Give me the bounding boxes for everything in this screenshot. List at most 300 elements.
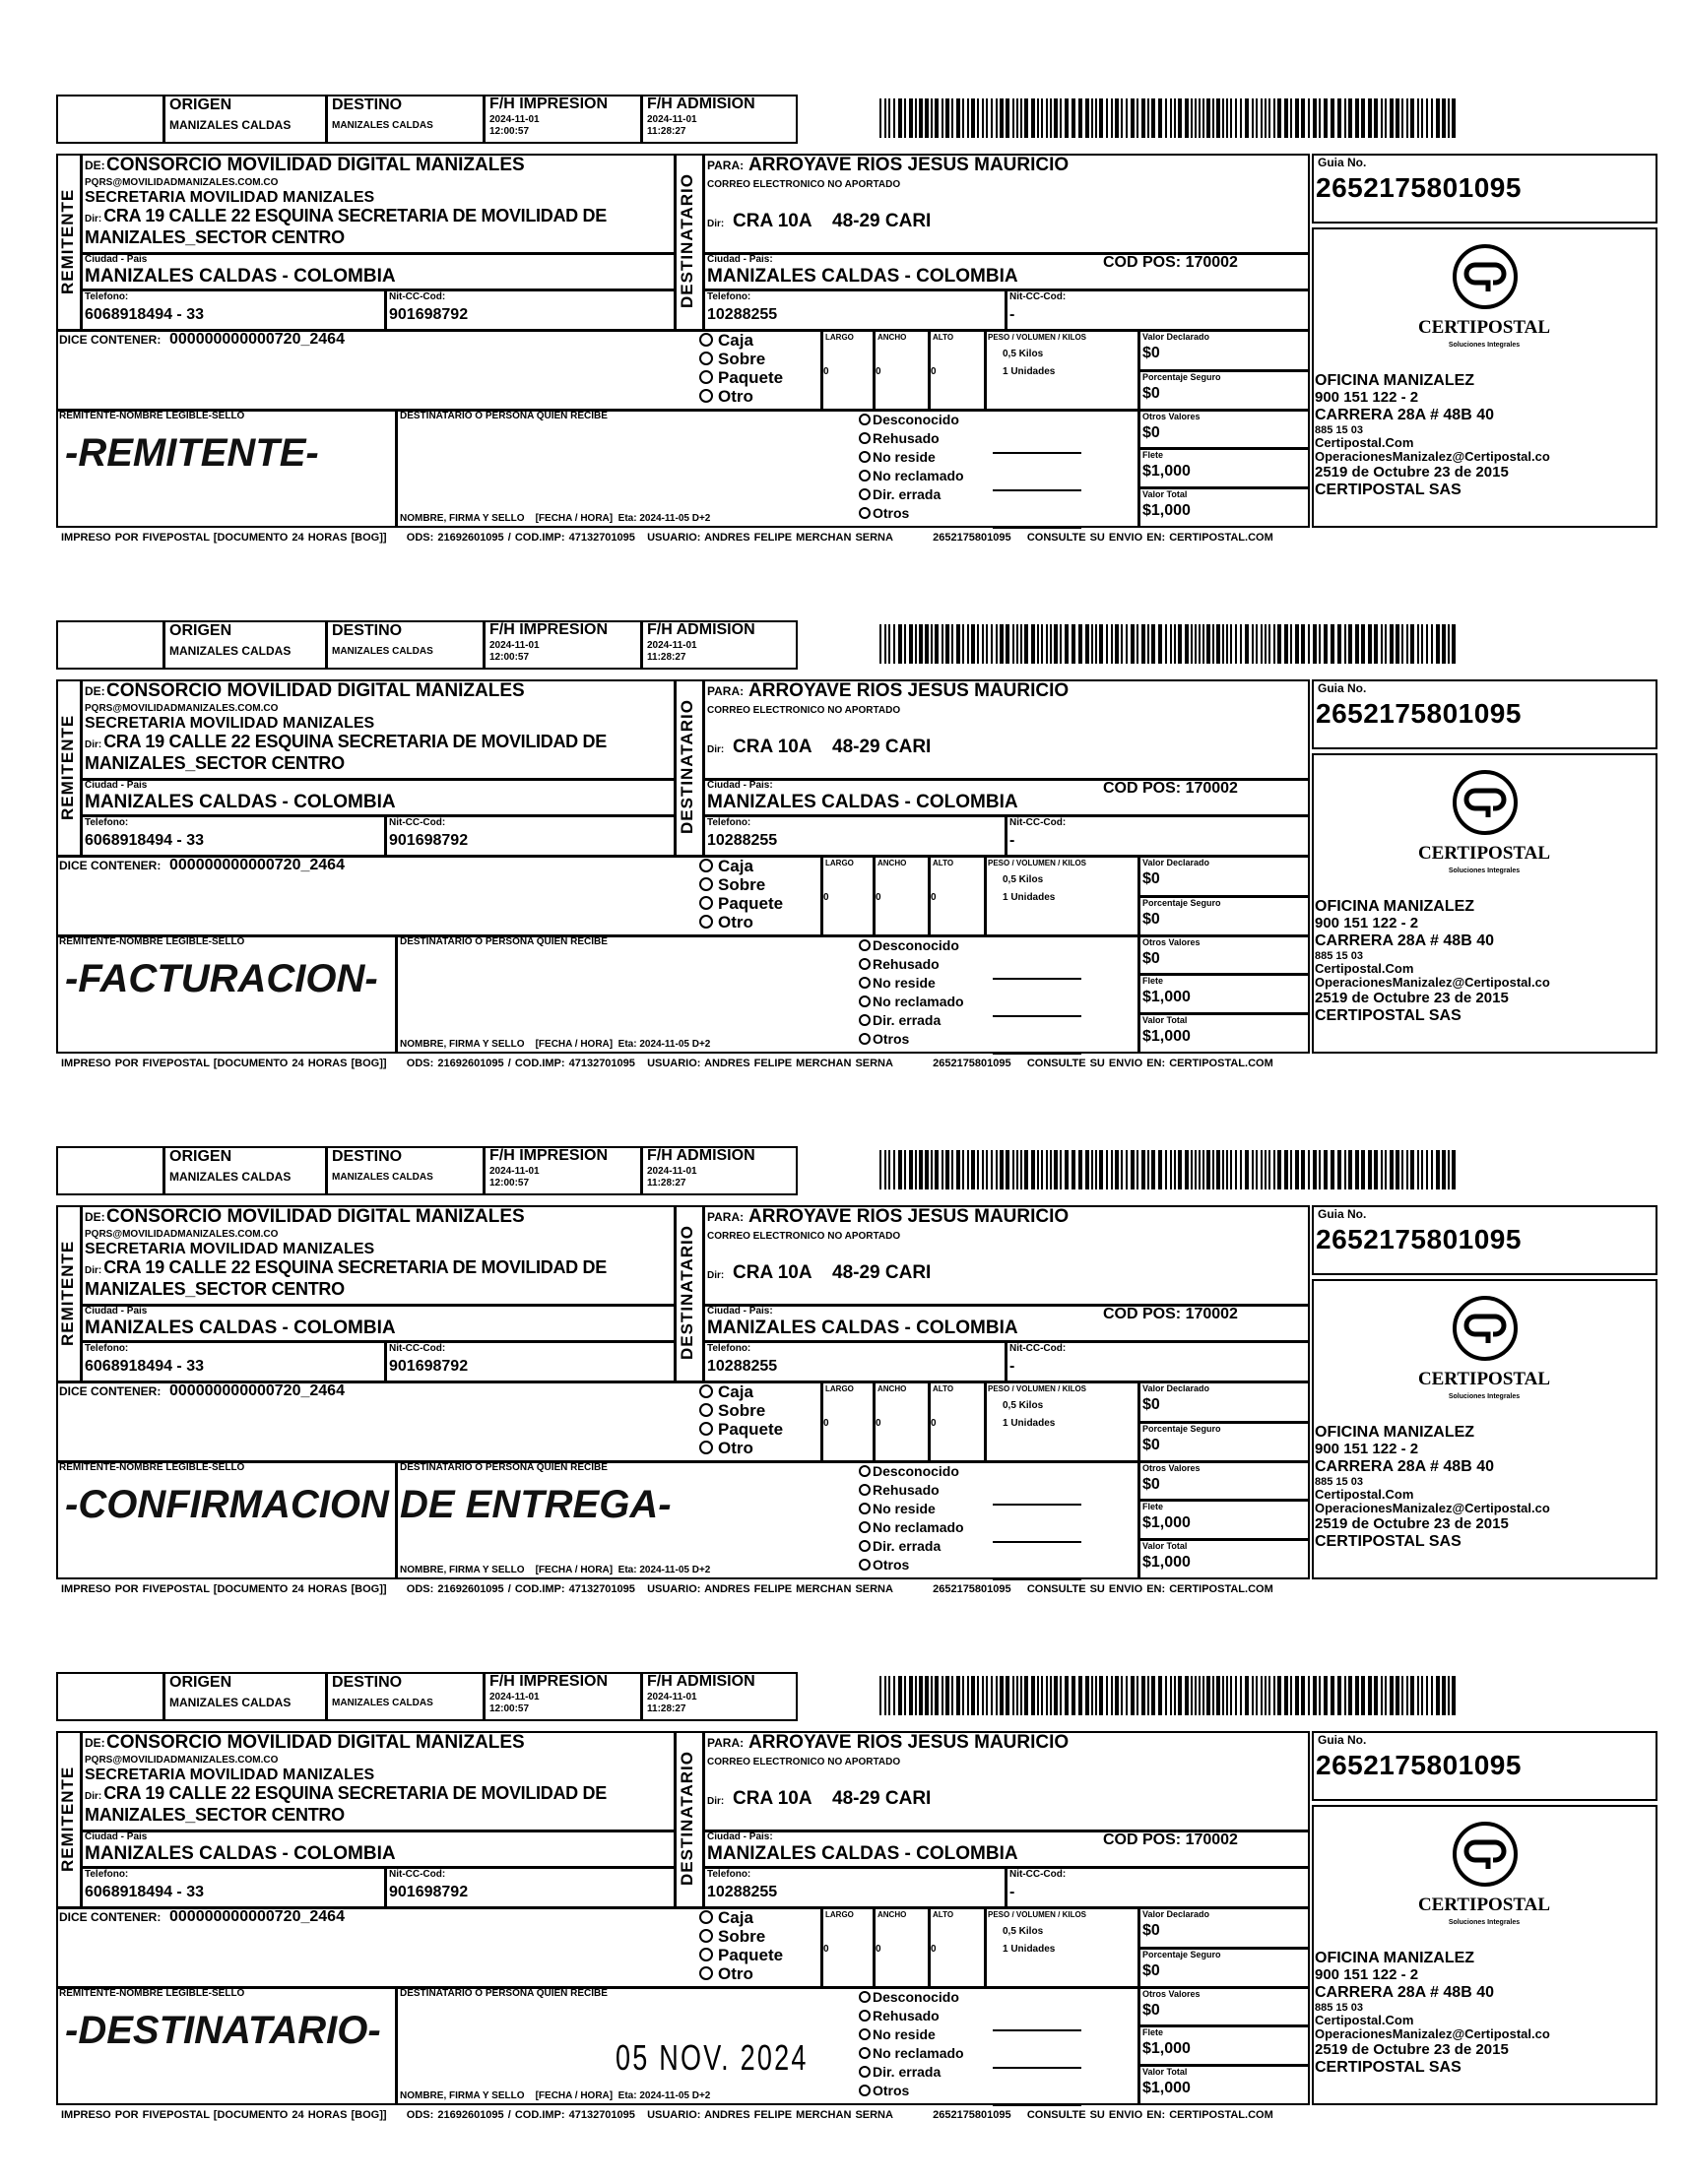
barcode-bar xyxy=(1436,1676,1440,1715)
flete-label: Flete xyxy=(1142,1502,1164,1511)
brand-name: CERTIPOSTAL xyxy=(1417,1895,1551,1915)
barcode-bar xyxy=(1111,1150,1113,1189)
barcode-bar xyxy=(935,624,939,664)
barcode-bar xyxy=(1368,98,1372,138)
barcode-bar xyxy=(1091,98,1093,138)
recipient-nit: - xyxy=(1009,832,1015,849)
delivery-status-radio[interactable]: Desconocido xyxy=(859,411,964,429)
barcode-bar xyxy=(1060,98,1062,138)
delivery-status-radio[interactable]: Otros xyxy=(859,504,964,523)
barcode-bar xyxy=(1268,624,1270,664)
total-value: $1,000 xyxy=(1142,1028,1191,1045)
recipient-phone: 10288255 xyxy=(707,1358,778,1375)
barcode-bar xyxy=(967,1676,969,1715)
impresion-label: F/H IMPRESION xyxy=(489,1147,609,1164)
admision-time: 11:28:27 xyxy=(647,1703,686,1714)
copy-watermark: -CONFIRMACION DE ENTREGA- xyxy=(65,1483,672,1526)
barcode-bar xyxy=(977,624,979,664)
porcentaje-label: Porcentaje Seguro xyxy=(1142,1424,1221,1434)
delivery-status-radio[interactable]: Rehusado xyxy=(859,429,964,448)
recibe-label: DESTINATARIO O PERSONA QUIEN RECIBE xyxy=(400,936,608,947)
package-type-radio[interactable]: Otro xyxy=(699,913,783,931)
barcode-bar xyxy=(1046,1676,1048,1715)
barcode-bar xyxy=(1006,98,1009,138)
alto-label: ALTO xyxy=(933,859,954,867)
divider xyxy=(1005,1340,1007,1381)
barcode-bar xyxy=(1452,1150,1456,1189)
sender-address-block xyxy=(85,207,671,247)
package-type-radio[interactable]: Sobre xyxy=(699,1927,783,1946)
office-line: OFICINA MANIZALEZ xyxy=(1315,1424,1475,1441)
barcode-bar xyxy=(1284,1150,1288,1189)
recipient-phone: 10288255 xyxy=(707,1884,778,1900)
blank-line xyxy=(993,2029,1081,2031)
barcode-bar xyxy=(1348,98,1352,138)
largo-label: LARGO xyxy=(825,333,854,342)
barcode-bar xyxy=(1230,98,1232,138)
postal-code: COD POS: 170002 xyxy=(1103,780,1238,797)
sello-label: REMITENTE-NOMBRE LEGIBLE-SELLO xyxy=(59,936,245,947)
brand-tagline: Soluciones Integrales xyxy=(1448,1919,1521,1926)
barcode-bar xyxy=(1065,624,1069,664)
guide-copy xyxy=(0,620,1689,1083)
peso-label: PESO / VOLUMEN / KILOS xyxy=(988,859,1087,867)
barcode-bar xyxy=(1037,98,1039,138)
barcode-bar xyxy=(1078,1676,1082,1715)
office-line: OFICINA MANIZALEZ xyxy=(1315,372,1475,389)
delivery-status-radio[interactable]: No reclamado xyxy=(859,993,964,1011)
barcode-bar xyxy=(1401,624,1403,664)
barcode-bar xyxy=(1202,1676,1204,1715)
sender-name: CONSORCIO MOVILIDAD DIGITAL MANIZALES xyxy=(106,155,525,175)
barcode-bar xyxy=(1158,98,1162,138)
barcode-bar xyxy=(1436,1150,1440,1189)
office-info xyxy=(1315,1424,1550,1551)
divider xyxy=(384,289,387,329)
barcode xyxy=(879,624,1456,664)
destinatario-label: DESTINATARIO xyxy=(678,173,696,309)
total-label: Valor Total xyxy=(1142,2067,1188,2077)
origen-value: MANIZALES CALDAS xyxy=(169,644,292,658)
dice-value: 000000000000720_2464 xyxy=(169,331,345,348)
flete-value: $1,000 xyxy=(1142,463,1191,480)
office-info xyxy=(1315,898,1550,1025)
barcode-bar xyxy=(1147,624,1149,664)
para-label: PARA: xyxy=(707,159,745,172)
barcode-bar xyxy=(1195,1150,1197,1189)
barcode-bar xyxy=(884,98,886,138)
barcode-bar xyxy=(1158,624,1162,664)
porcentaje-label: Porcentaje Seguro xyxy=(1142,1950,1221,1959)
barcode-bar xyxy=(1216,1150,1220,1189)
barcode-bar xyxy=(1060,624,1062,664)
copy-watermark: -REMITENTE- xyxy=(65,431,319,475)
brand-tagline: Soluciones Integrales xyxy=(1448,342,1521,349)
origen-value: MANIZALES CALDAS xyxy=(169,1696,292,1709)
delivery-status-radio[interactable]: No reclamado xyxy=(859,1518,964,1537)
barcode-bar xyxy=(1436,624,1440,664)
divider xyxy=(1137,447,1310,450)
barcode-bar xyxy=(1337,1676,1341,1715)
barcode-bar xyxy=(1216,98,1220,138)
barcode-bar xyxy=(1355,1150,1359,1189)
office-line: CERTIPOSTAL SAS xyxy=(1315,1006,1462,1024)
barcode-bar xyxy=(1374,624,1378,664)
barcode-bar xyxy=(1170,1150,1172,1189)
barcode-bar xyxy=(996,624,998,664)
delivery-status-radio[interactable]: Dir. errada xyxy=(859,1537,964,1556)
blank-line xyxy=(993,1053,1081,1055)
valor-declarado: $0 xyxy=(1142,1396,1160,1413)
origen-label: ORIGEN xyxy=(169,1148,232,1165)
barcode-bar xyxy=(904,1676,906,1715)
barcode-bar xyxy=(1206,1150,1210,1189)
barcode-bar xyxy=(931,98,933,138)
blank-line xyxy=(993,1541,1081,1543)
divider xyxy=(984,1381,987,1460)
barcode-bar xyxy=(1406,624,1408,664)
barcode-bar xyxy=(1324,1676,1328,1715)
barcode-bar xyxy=(1301,1676,1305,1715)
origen-value: MANIZALES CALDAS xyxy=(169,118,292,132)
barcode-bar xyxy=(915,1150,917,1189)
barcode-bar xyxy=(1111,624,1113,664)
divider xyxy=(702,1205,705,1381)
barcode-bar xyxy=(1295,1150,1299,1189)
nit-label: Nit-CC-Cod: xyxy=(389,1869,446,1880)
barcode-bar xyxy=(1147,98,1149,138)
barcode-bar xyxy=(1212,1150,1214,1189)
barcode-bar xyxy=(915,624,917,664)
barcode-bar xyxy=(986,98,988,138)
barcode-bar xyxy=(1268,1676,1270,1715)
impresion-time: 12:00:57 xyxy=(489,1703,530,1714)
admision-date: 2024-11-01 xyxy=(647,1166,697,1177)
barcode-bar xyxy=(1245,1676,1249,1715)
date-stamp: 05 NOV. 2024 xyxy=(616,2037,809,2078)
package-type-radio[interactable]: Paquete xyxy=(699,1420,783,1439)
barcode-bar xyxy=(1024,98,1028,138)
otros-label: Otros Valores xyxy=(1142,937,1201,947)
package-type-radio[interactable]: Caja xyxy=(699,1908,783,1927)
barcode-bar xyxy=(888,624,890,664)
barcode-bar xyxy=(1131,624,1135,664)
package-type-radio[interactable]: Paquete xyxy=(699,1946,783,1964)
ciudad-label: Ciudad - Pais: xyxy=(707,1831,773,1842)
barcode-bar xyxy=(1385,1150,1387,1189)
barcode-bar xyxy=(951,1150,953,1189)
recipient-name: ARROYAVE RIOS JESUS MAURICIO xyxy=(748,1206,1070,1227)
office-line: CARRERA 28A # 48B 40 xyxy=(1315,1457,1494,1475)
barcode-bar xyxy=(1137,1150,1138,1189)
barcode-bar xyxy=(1165,1150,1167,1189)
barcode-bar xyxy=(1031,1676,1035,1715)
barcode-bar xyxy=(1319,624,1321,664)
otros-value: $0 xyxy=(1142,950,1160,967)
para-label: PARA: xyxy=(707,1736,745,1750)
recipient-address: CRA 10A 48-29 CARI xyxy=(733,1262,932,1283)
delivery-status-radio[interactable]: Otros xyxy=(859,1030,964,1049)
barcode-bar xyxy=(1115,1150,1119,1189)
barcode-bar xyxy=(1206,98,1210,138)
package-type-radio[interactable]: Paquete xyxy=(699,368,783,387)
total-value: $1,000 xyxy=(1142,502,1191,519)
sender-address-block xyxy=(85,1258,671,1299)
dir-label: Dir: xyxy=(85,214,102,225)
barcode-bar xyxy=(986,1676,988,1715)
ciudad-label: Ciudad - Pais xyxy=(85,1306,148,1317)
alto-value: 0 xyxy=(931,1418,937,1429)
package-type-radio[interactable]: Sobre xyxy=(699,1401,783,1420)
total-label: Valor Total xyxy=(1142,1015,1188,1025)
barcode-bar xyxy=(1121,98,1123,138)
barcode-bar xyxy=(1141,1150,1145,1189)
barcode-bar xyxy=(884,624,886,664)
package-type-radio[interactable]: Caja xyxy=(699,857,783,875)
divider xyxy=(1137,1986,1140,2105)
delivery-status-group xyxy=(859,1988,964,2100)
barcode-bar xyxy=(977,1150,979,1189)
barcode-bar xyxy=(1199,624,1201,664)
barcode-bar xyxy=(925,1150,929,1189)
delivery-status-radio[interactable]: Rehusado xyxy=(859,1481,964,1500)
barcode-bar xyxy=(898,1676,902,1715)
barcode-bar xyxy=(925,624,929,664)
barcode-bar xyxy=(1046,1150,1048,1189)
sender-org: SECRETARIA MOVILIDAD MANIZALES xyxy=(85,1766,375,1783)
barcode-bar xyxy=(931,1150,933,1189)
alto-label: ALTO xyxy=(933,1910,954,1919)
recipient-nit: - xyxy=(1009,306,1015,323)
barcode-bar xyxy=(1121,624,1123,664)
recipient-city: MANIZALES CALDAS - COLOMBIA xyxy=(707,266,1018,287)
total-value: $1,000 xyxy=(1142,1554,1191,1571)
divider xyxy=(702,679,705,855)
delivery-status-radio[interactable]: No reclamado xyxy=(859,467,964,485)
porcentaje-value: $0 xyxy=(1142,911,1160,928)
barcode-bar xyxy=(919,1150,923,1189)
barcode-bar xyxy=(956,1150,960,1189)
barcode-bar xyxy=(1324,624,1328,664)
barcode-bar xyxy=(962,98,964,138)
delivery-status-radio[interactable]: Otros xyxy=(859,2082,964,2100)
office-line: 885 15 03 xyxy=(1315,423,1363,436)
copy-watermark: -FACTURACION- xyxy=(65,957,378,1000)
barcode-bar xyxy=(1324,1150,1328,1189)
barcode-bar xyxy=(1252,1150,1254,1189)
impresion-date: 2024-11-01 xyxy=(489,640,540,651)
barcode-bar xyxy=(1252,1676,1254,1715)
barcode-bar xyxy=(967,98,969,138)
postal-code: COD POS: 170002 xyxy=(1103,1831,1238,1848)
office-line: 900 151 122 - 2 xyxy=(1315,1440,1419,1457)
barcode-bar xyxy=(1126,1676,1128,1715)
telefono-label: Telefono: xyxy=(707,1869,751,1880)
barcode-bar xyxy=(1421,1150,1423,1189)
barcode-bar xyxy=(1212,1676,1214,1715)
barcode-bar xyxy=(1252,624,1254,664)
barcode-bar xyxy=(991,98,993,138)
barcode-bar xyxy=(1431,98,1433,138)
delivery-status-radio[interactable]: Desconocido xyxy=(859,1988,964,2007)
barcode-bar xyxy=(996,98,998,138)
recipient-name: ARROYAVE RIOS JESUS MAURICIO xyxy=(748,155,1070,175)
barcode-bar xyxy=(1355,624,1359,664)
delivery-status-radio[interactable]: Desconocido xyxy=(859,936,964,955)
barcode-bar xyxy=(1361,98,1365,138)
barcode-bar xyxy=(1426,1150,1428,1189)
package-type-radio[interactable]: Caja xyxy=(699,331,783,350)
nit-label: Nit-CC-Cod: xyxy=(1009,291,1067,302)
delivery-status-radio[interactable]: No reside xyxy=(859,2025,964,2044)
blank-line xyxy=(993,2104,1081,2106)
package-type-radio[interactable]: Sobre xyxy=(699,350,783,368)
barcode-bar xyxy=(1095,1150,1097,1189)
recipient-name: ARROYAVE RIOS JESUS MAURICIO xyxy=(748,1732,1070,1753)
delivery-status-radio[interactable]: No reside xyxy=(859,974,964,993)
barcode-bar xyxy=(1216,624,1220,664)
remitente-label: REMITENTE xyxy=(58,188,77,294)
barcode-bar xyxy=(1355,1676,1359,1715)
barcode-bar xyxy=(967,624,969,664)
barcode-bar xyxy=(1050,98,1052,138)
barcode-bar xyxy=(1344,98,1346,138)
de-label: DE: xyxy=(85,159,105,172)
office-line: CARRERA 28A # 48B 40 xyxy=(1315,406,1494,423)
barcode-bar xyxy=(1099,98,1103,138)
barcode-bar xyxy=(945,98,949,138)
barcode-bar xyxy=(1012,98,1014,138)
barcode-bar xyxy=(986,624,988,664)
barcode-bar xyxy=(982,1676,984,1715)
dice-value: 000000000000720_2464 xyxy=(169,857,345,873)
barcode-bar xyxy=(1374,1150,1378,1189)
barcode-bar xyxy=(1060,1150,1062,1189)
barcode-bar xyxy=(1111,98,1113,138)
barcode-bar xyxy=(1111,1676,1113,1715)
barcode-bar xyxy=(1240,624,1242,664)
barcode-bar xyxy=(1178,1676,1182,1715)
alto-label: ALTO xyxy=(933,1384,954,1393)
otros-label: Otros Valores xyxy=(1142,1989,1201,1999)
delivery-status-radio[interactable]: Rehusado xyxy=(859,955,964,974)
porcentaje-label: Porcentaje Seguro xyxy=(1142,372,1221,382)
package-type-radio[interactable]: Sobre xyxy=(699,875,783,894)
divider xyxy=(674,679,677,855)
sender-city: MANIZALES CALDAS - COLOMBIA xyxy=(85,1317,396,1338)
barcode-bar xyxy=(1151,98,1155,138)
guia-label: Guia No. xyxy=(1318,1733,1367,1747)
barcode-bar xyxy=(1313,1676,1317,1715)
office-line: 2519 de Octubre 23 de 2015 xyxy=(1315,990,1509,1007)
valor-declarado-label: Valor Declarado xyxy=(1142,1909,1210,1919)
delivery-status-radio[interactable]: Dir. errada xyxy=(859,1011,964,1030)
barcode-bar xyxy=(1006,1676,1009,1715)
dice-label: DICE CONTENER: xyxy=(59,859,162,872)
barcode-bar xyxy=(1290,1676,1292,1715)
barcode-bar xyxy=(1024,624,1028,664)
delivery-status-radio[interactable]: Desconocido xyxy=(859,1462,964,1481)
delivery-status-radio[interactable]: No reclamado xyxy=(859,2044,964,2063)
recipient-city: MANIZALES CALDAS - COLOMBIA xyxy=(707,1317,1018,1338)
barcode-bar xyxy=(1331,98,1334,138)
barcode-bar xyxy=(1268,98,1270,138)
delivery-status-radio[interactable]: No reside xyxy=(859,1500,964,1518)
impresion-label: F/H IMPRESION xyxy=(489,621,609,638)
largo-value: 0 xyxy=(823,1418,829,1429)
barcode-bar xyxy=(884,1676,886,1715)
package-type-radio[interactable]: Caja xyxy=(699,1382,783,1401)
delivery-status-radio[interactable]: Dir. errada xyxy=(859,2063,964,2082)
admision-date: 2024-11-01 xyxy=(647,1692,697,1702)
delivery-status-radio[interactable]: Dir. errada xyxy=(859,485,964,504)
office-line: CARRERA 28A # 48B 40 xyxy=(1315,931,1494,949)
barcode-bar xyxy=(1337,624,1341,664)
barcode-bar xyxy=(991,1150,993,1189)
barcode-bar xyxy=(1261,1676,1263,1715)
package-type-radio[interactable]: Paquete xyxy=(699,894,783,913)
barcode-bar xyxy=(1054,1676,1058,1715)
package-type-radio[interactable]: Otro xyxy=(699,1439,783,1457)
sender-address: CRA 19 CALLE 22 ESQUINA SECRETARIA DE MOVILIDAD DE MANIZALES_SECTOR CENTRO xyxy=(85,206,607,247)
package-type-radio[interactable]: Otro xyxy=(699,387,783,406)
barcode-bar xyxy=(1442,624,1446,664)
largo-value: 0 xyxy=(823,366,829,377)
barcode-bar xyxy=(893,98,895,138)
barcode-bar xyxy=(925,1676,929,1715)
barcode-bar xyxy=(1396,624,1399,664)
divider xyxy=(80,1866,674,1869)
de-label: DE: xyxy=(85,1736,105,1750)
barcode-bar xyxy=(1331,624,1334,664)
valor-declarado: $0 xyxy=(1142,345,1160,361)
barcode-bar xyxy=(1268,1150,1270,1189)
barcode-bar xyxy=(1078,98,1082,138)
barcode-bar xyxy=(1452,98,1456,138)
barcode-bar xyxy=(1126,98,1128,138)
barcode-bar xyxy=(919,624,923,664)
barcode-bar xyxy=(1165,1676,1167,1715)
nit-label: Nit-CC-Cod: xyxy=(389,291,446,302)
package-type-radio[interactable]: Otro xyxy=(699,1964,783,1983)
office-line: 885 15 03 xyxy=(1315,949,1363,962)
delivery-status-radio[interactable]: Rehusado xyxy=(859,2007,964,2025)
barcode-bar xyxy=(1024,1150,1028,1189)
recipient-phone: 10288255 xyxy=(707,832,778,849)
footer-text: IMPRESO POR FIVEPOSTAL [DOCUMENTO 24 HORAS [BOG]] ODS: 21692601095 / COD.IMP: 47132701095 USUARIO: ANDRES FELIPE MERCHAN SERNA 2652175801095 CONSULTE SU ENVIO EN: CERTIPOSTAL.COM xyxy=(61,2109,1273,2121)
delivery-status-radio[interactable]: No reside xyxy=(859,448,964,467)
barcode-bar xyxy=(898,1150,902,1189)
barcode-bar xyxy=(1126,1150,1128,1189)
barcode-bar xyxy=(996,1150,998,1189)
barcode-bar xyxy=(915,1676,917,1715)
barcode-bar xyxy=(1301,1150,1305,1189)
barcode-bar xyxy=(1072,98,1075,138)
barcode-bar xyxy=(898,624,902,664)
office-line: 2519 de Octubre 23 de 2015 xyxy=(1315,2041,1509,2059)
barcode-bar xyxy=(1385,98,1387,138)
barcode-bar xyxy=(935,1150,939,1189)
barcode-bar xyxy=(962,1676,964,1715)
office-line: 885 15 03 xyxy=(1315,1475,1363,1488)
flete-value: $1,000 xyxy=(1142,989,1191,1005)
delivery-status-radio[interactable]: Otros xyxy=(859,1556,964,1574)
barcode-bar xyxy=(1290,1150,1292,1189)
barcode-bar xyxy=(1106,1150,1108,1189)
firma-label: NOMBRE, FIRMA Y SELLO [FECHA / HORA] Eta: 2024-11-05 D+2 xyxy=(400,1565,711,1575)
office-line: Certipostal.Com xyxy=(1315,960,1414,976)
barcode-bar xyxy=(1348,624,1352,664)
